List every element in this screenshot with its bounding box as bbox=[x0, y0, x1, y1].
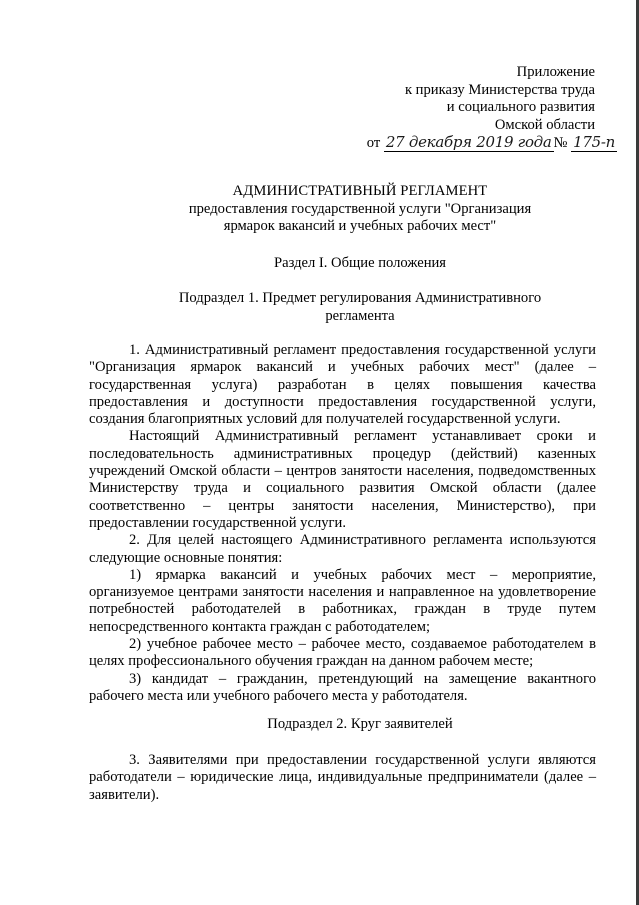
number-sign: № bbox=[553, 135, 568, 151]
annex-line-4: Омской области bbox=[494, 116, 595, 133]
date-prefix: от bbox=[366, 135, 381, 151]
subsection-1-heading bbox=[80, 290, 639, 325]
annex-line-2: к приказу Министерства труда bbox=[404, 81, 595, 98]
annex-line-3: и социального развития bbox=[446, 99, 595, 115]
subsection-1-line-2: регламента bbox=[325, 307, 395, 324]
list-item: 1) ярмарка вакансий и учебных рабочих мест – мероприятие, организуемое центрами занятости населения и направленное на удовлетворение потребностей работодателей в работниках, граждан в труде путем непосредственного контакта граждан с работодателем; bbox=[89, 566, 596, 635]
subsection-1-line-1: Подраздел 1. Предмет регулирования Административного bbox=[178, 290, 542, 306]
annex-block bbox=[366, 64, 615, 153]
body-text-2 bbox=[89, 752, 596, 804]
title-line-3: ярмарок вакансий и учебных рабочих мест" bbox=[223, 218, 497, 234]
annex-line-1: Приложение bbox=[516, 64, 595, 80]
paragraph: 3. Заявителями при предоставлении государственной услуги являются работодатели – юридические лица, индивидуальные предприниматели (далее – заявители). bbox=[89, 752, 596, 803]
title-line-2: предоставления государственной услуги "Организация bbox=[188, 200, 532, 217]
title-line-1: АДМИНИСТРАТИВНЫЙ РЕГЛАМЕНТ bbox=[232, 183, 488, 199]
paragraph: Настоящий Административный регламент устанавливает сроки и последовательность административных процедур (действий) казенных учреждений Омской области – центров занятости населения, подведомственных Министерству труда и социального развития Омской области (далее соответственно – центры занятости населения, Министерство), при предоставлении государственной услуги. bbox=[89, 428, 596, 531]
body-text bbox=[89, 342, 596, 705]
handwritten-number: 175-п bbox=[573, 133, 615, 151]
list-item: 2) учебное рабочее место – рабочее место, создаваемое работодателем в целях профессионального обучения граждан на данном рабочем месте; bbox=[89, 636, 596, 670]
annex-date-line bbox=[367, 134, 617, 153]
subsection-2-heading: Подраздел 2. Круг заявителей bbox=[267, 716, 453, 732]
paragraph: 2. Для целей настоящего Административного регламента используются следующие основные понятия: bbox=[89, 532, 596, 566]
handwritten-date: 27 декабря 2019 года bbox=[385, 133, 552, 151]
list-item: 3) кандидат – гражданин, претендующий на замещение вакантного рабочего места или учебного рабочего места у работодателя. bbox=[89, 670, 596, 704]
section-heading: Раздел I. Общие положения bbox=[273, 255, 447, 271]
paragraph: 1. Административный регламент предоставления государственной услуги "Организация ярмарок вакансий и учебных рабочих мест" (далее – государственная услуга) разработан в целях повышения качества предоставления и доступности предоставления государственной услуги, создания благоприятных условий для получателей государственной услуги. bbox=[89, 342, 596, 428]
document-title bbox=[80, 183, 639, 236]
